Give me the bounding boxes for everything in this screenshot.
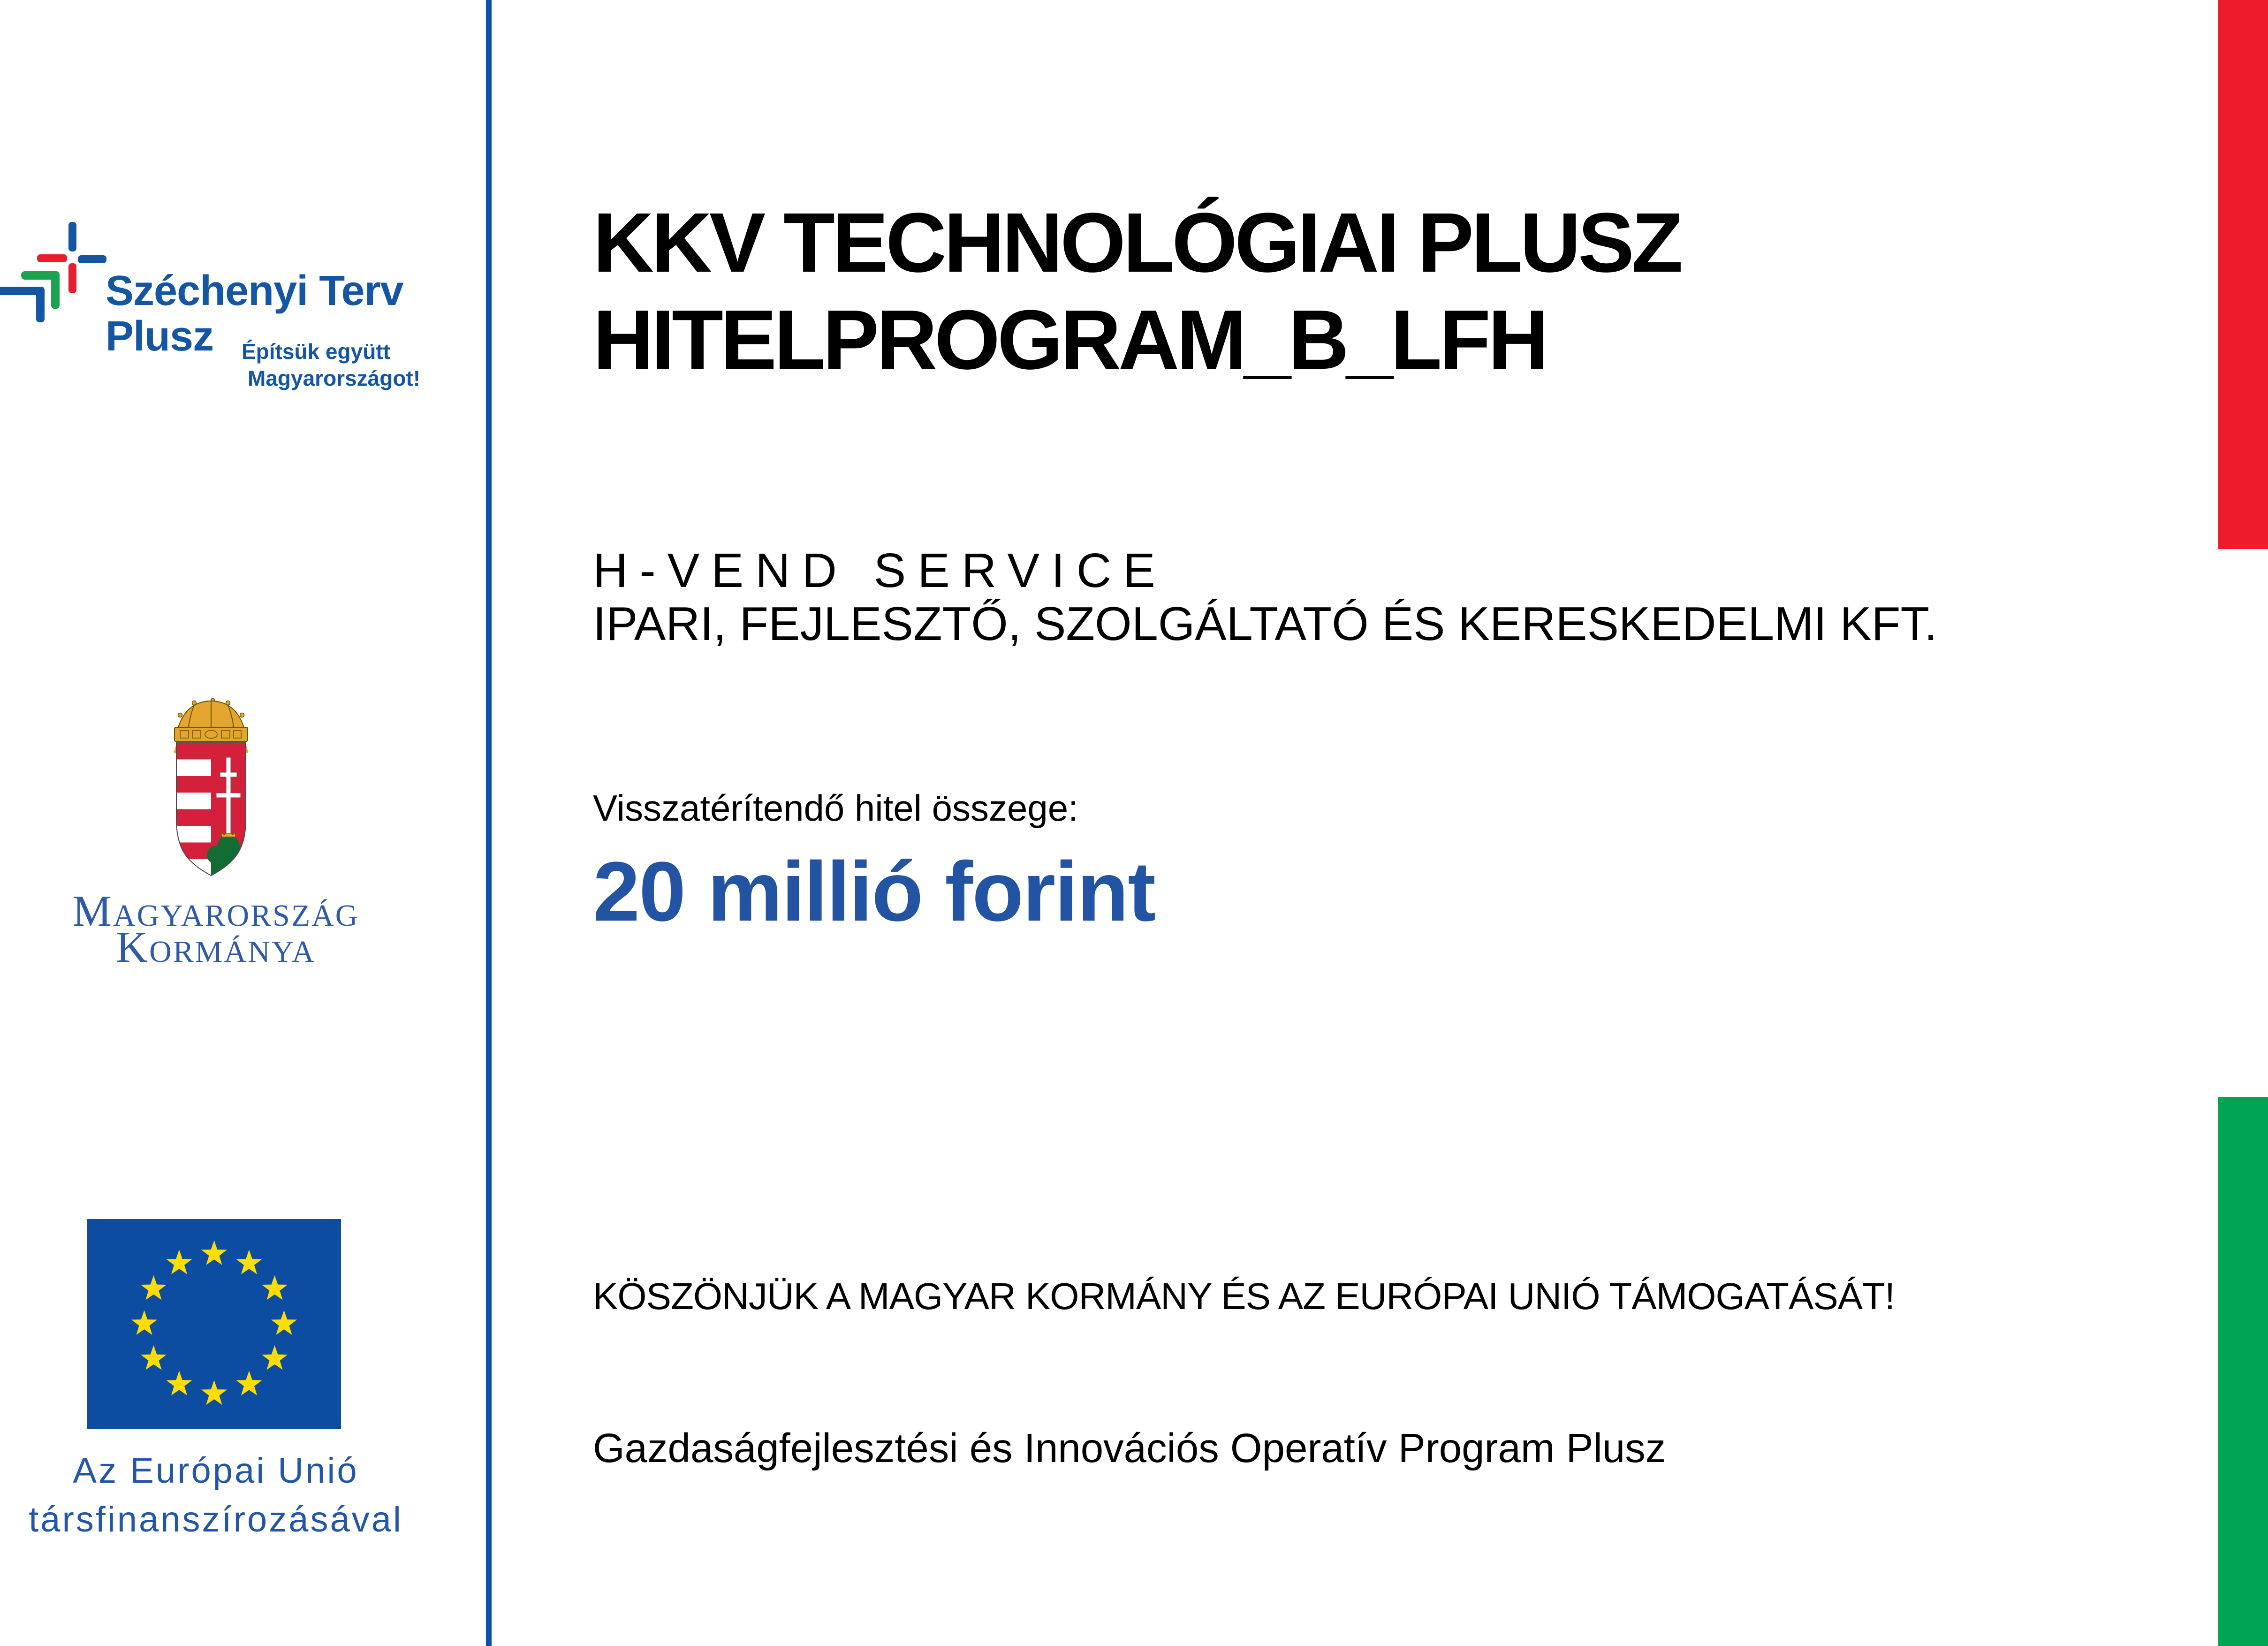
eu-cofinancing-line1: Az Európai Unió — [73, 1451, 359, 1491]
government-text-line2: Kormánya — [116, 923, 316, 972]
brand-line1: Széchenyi Terv — [106, 267, 403, 314]
szechenyi-plus-cross-icon — [0, 218, 110, 326]
program-name: Gazdaságfejlesztési és Innovációs Operatív Program Plusz — [593, 1425, 1666, 1471]
beneficiary-description: IPARI, FEJLESZTŐ, SZOLGÁLTATÓ ÉS KERESKEDELMI KFT. — [593, 598, 1938, 650]
logo-tagline-line2: Magyarországot! — [248, 366, 421, 390]
eu-flag-icon — [87, 1219, 341, 1429]
right-edge-green-bar — [2218, 1097, 2268, 1646]
hungary-coat-of-arms-icon — [171, 698, 251, 877]
beneficiary-name: H-VEND SERVICE — [593, 543, 1167, 597]
logo-tagline-line1: Építsük együtt — [242, 339, 390, 364]
page-title — [593, 194, 1680, 389]
brand-line2: Plusz — [106, 313, 214, 360]
right-edge-red-bar — [2218, 0, 2268, 549]
title-line2: HITELPROGRAM_B_LFH — [593, 293, 1547, 387]
government-text-line1: Magyarország — [72, 887, 359, 936]
vertical-divider-line — [486, 0, 492, 1646]
loan-amount-value: 20 millió forint — [593, 845, 1155, 939]
eu-cofinancing-line2: társfinanszírozásával — [29, 1500, 403, 1539]
title-line1: KKV TECHNOLÓGIAI PLUSZ — [593, 196, 1681, 290]
thanks-statement: KÖSZÖNJÜK A MAGYAR KORMÁNY ÉS AZ EURÓPAI UNIÓ TÁMOGATÁSÁT! — [593, 1275, 1895, 1317]
loan-amount-label: Visszatérítendő hitel összege: — [593, 787, 1078, 829]
